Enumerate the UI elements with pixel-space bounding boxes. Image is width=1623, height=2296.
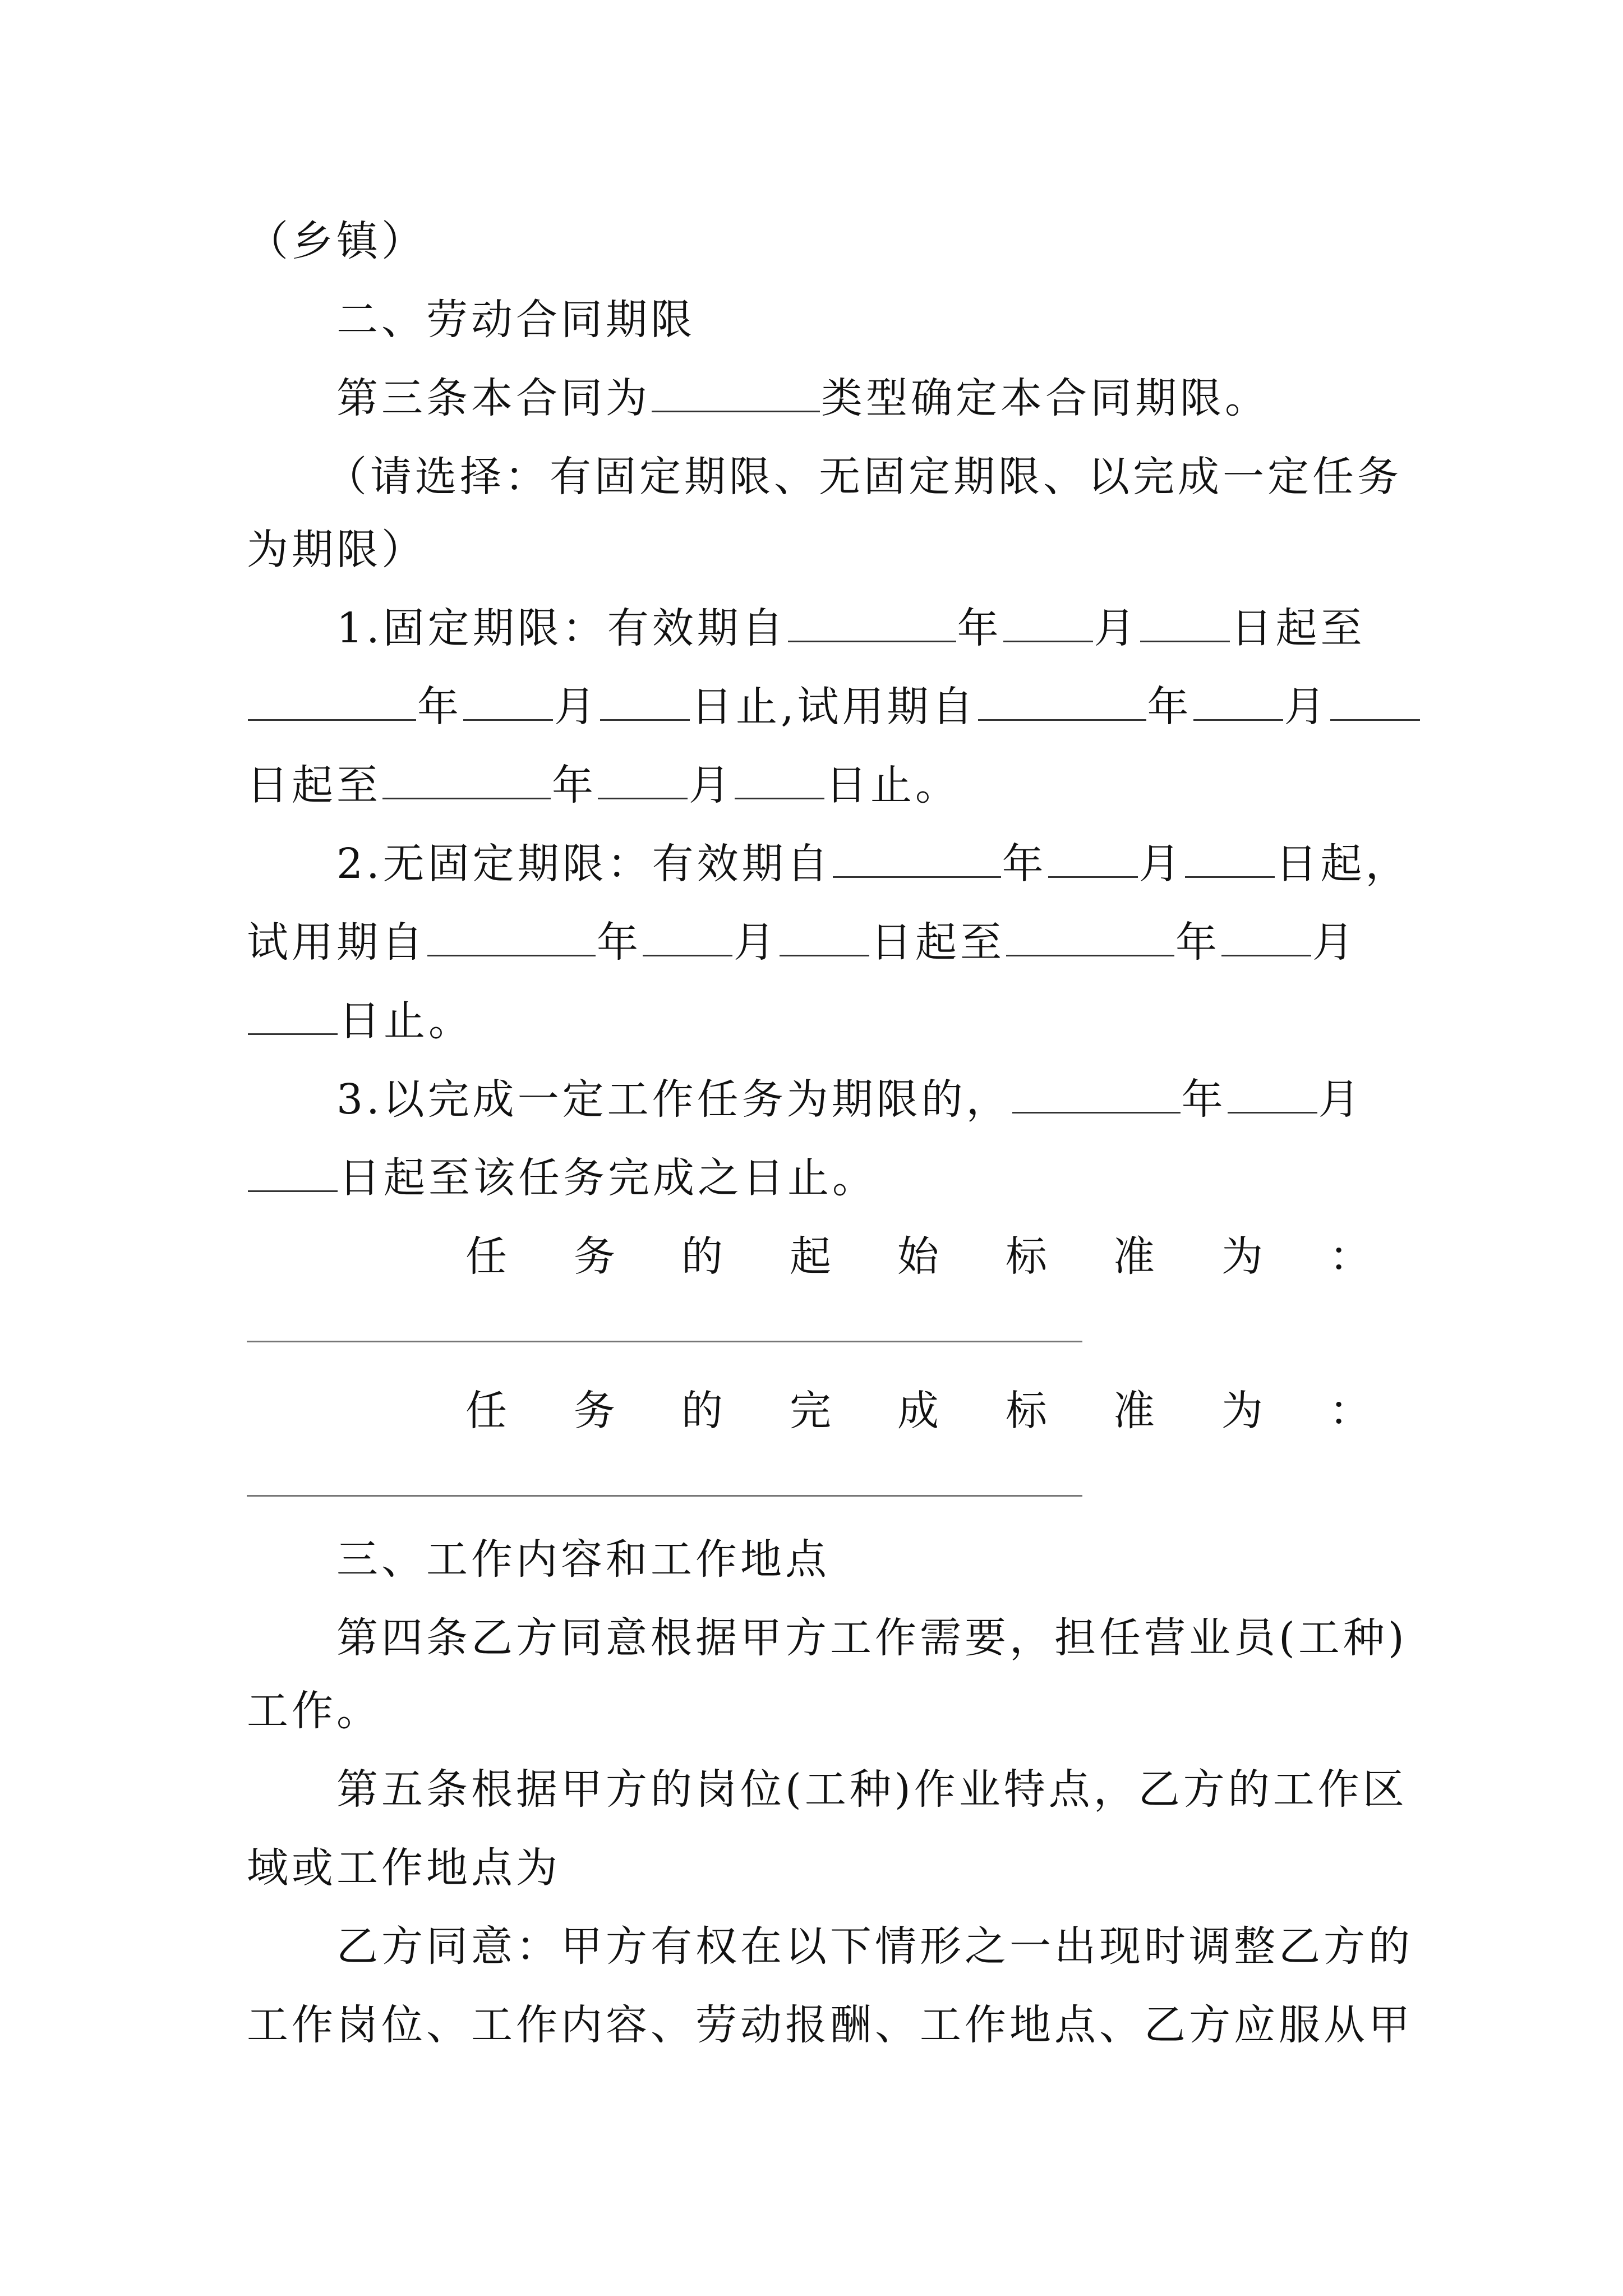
section-heading [0, 1526, 1623, 1593]
item-1-text: 1.固定期限：有效期自 年 月 日起至 [336, 604, 1366, 652]
text-line [0, 1677, 1623, 1745]
text-line [0, 830, 1623, 898]
article-3-text: 第三条本合同为 类型确定本合同期限。 [336, 374, 1270, 422]
article-4-text-cont: 工作。 [247, 1687, 381, 1735]
task-complete-criteria-label [0, 1377, 1623, 1444]
spread-char: 准 [1113, 1387, 1158, 1435]
fill-blank [600, 685, 690, 721]
fill-blank [1012, 1078, 1181, 1114]
text-line [0, 1834, 1623, 1902]
article-4-text: 第四条乙方同意根据甲方工作需要，担任营业员(工种) [336, 1614, 1408, 1662]
fill-blank [427, 921, 596, 956]
section-2-title: 二、劳动合同期限 [336, 296, 695, 344]
text-line [0, 673, 1623, 740]
task-complete-criteria-blank [247, 1495, 1082, 1497]
text-line [0, 1756, 1623, 1823]
spread-char: 务 [574, 1387, 619, 1435]
fill-blank [1140, 607, 1230, 642]
text-line [0, 595, 1623, 662]
item-1-text-cont: 年 月 日止,试用期自 年 月 [247, 673, 1421, 740]
fill-blank [248, 1157, 338, 1192]
task-start-criteria-label [0, 1223, 1623, 1290]
text-line [0, 909, 1623, 976]
text-line [0, 443, 1623, 510]
section-heading [0, 286, 1623, 353]
fill-blank [1048, 843, 1138, 878]
fill-blank [463, 685, 553, 721]
fill-blank [652, 377, 820, 412]
text-line [0, 1066, 1623, 1133]
item-1-text-end: 日起至 年 月 日止。 [247, 761, 960, 809]
article-5-text-cont: 域或工作地点为 [247, 1844, 561, 1892]
item-3-text-cont: 日起至该任务完成之日止。 [247, 1144, 877, 1212]
text-line [0, 1604, 1623, 1672]
fill-blank [1193, 685, 1283, 721]
spread-char: 任 [465, 1387, 510, 1435]
fill-blank [643, 921, 732, 956]
text-line [0, 516, 1623, 583]
item-2-text-cont: 试用期自 年 月 日起至 年 月 [247, 918, 1357, 967]
fill-blank [382, 764, 551, 799]
text-line [0, 987, 1623, 1055]
spread-char: 任 [465, 1232, 510, 1281]
task-start-criteria-blank [247, 1341, 1082, 1342]
consent-text-cont: 工作岗位、工作内容、劳动报酬、工作地点、乙方应服从甲 [247, 2001, 1413, 2049]
township-label: （乡镇） [247, 217, 426, 265]
spread-char: ： [1329, 1232, 1374, 1281]
spread-char: 的 [681, 1387, 726, 1435]
item-2-text-end: 日止。 [247, 987, 473, 1055]
fill-blank [248, 1000, 338, 1035]
fill-blank [248, 685, 416, 721]
fill-blank [1003, 607, 1093, 642]
text-line [0, 752, 1623, 819]
fill-blank [598, 764, 688, 799]
fill-blank [833, 843, 1001, 878]
option-note-cont: 为期限） [247, 526, 426, 574]
consent-text: 乙方同意：甲方有权在以下情形之一出现时调整乙方的 [336, 1922, 1413, 1971]
fill-blank [1006, 921, 1174, 956]
text-line [0, 1144, 1623, 1212]
spread-char: 准 [1113, 1232, 1158, 1281]
fill-blank [788, 607, 956, 642]
spread-char: 为 [1221, 1387, 1266, 1435]
item-3-text: 3.以完成一定工作任务为期限的， 年 月 [336, 1075, 1363, 1124]
fill-blank [1228, 1078, 1317, 1114]
fill-blank [1221, 921, 1311, 956]
section-3-title: 三、工作内容和工作地点 [336, 1535, 830, 1584]
spread-char: 为 [1221, 1232, 1266, 1281]
fill-blank [1185, 843, 1275, 878]
spread-char: 的 [681, 1232, 726, 1281]
text-line [0, 1991, 1623, 2059]
text-line [0, 365, 1623, 432]
fill-blank [1330, 685, 1420, 721]
spread-char: 标 [1006, 1387, 1050, 1435]
spread-char: 标 [1006, 1232, 1050, 1281]
fill-blank [978, 685, 1146, 721]
spread-char: 务 [574, 1232, 619, 1281]
article-5-text: 第五条根据甲方的岗位(工种)作业特点，乙方的工作区 [336, 1765, 1408, 1814]
text-line [0, 1913, 1623, 1980]
fill-blank [780, 921, 869, 956]
fill-blank [735, 764, 824, 799]
spread-char: 完 [790, 1387, 834, 1435]
spread-char: 起 [790, 1232, 834, 1281]
text-line [0, 208, 1623, 275]
spread-char: ： [1329, 1387, 1374, 1435]
item-2-text: 2.无固定期限：有效期自 年 月 日起， [336, 840, 1410, 888]
option-note: （请选择：有固定期限、无固定期限、以完成一定任务 [325, 453, 1402, 501]
spread-char: 成 [897, 1387, 942, 1435]
spread-char: 始 [897, 1232, 942, 1281]
